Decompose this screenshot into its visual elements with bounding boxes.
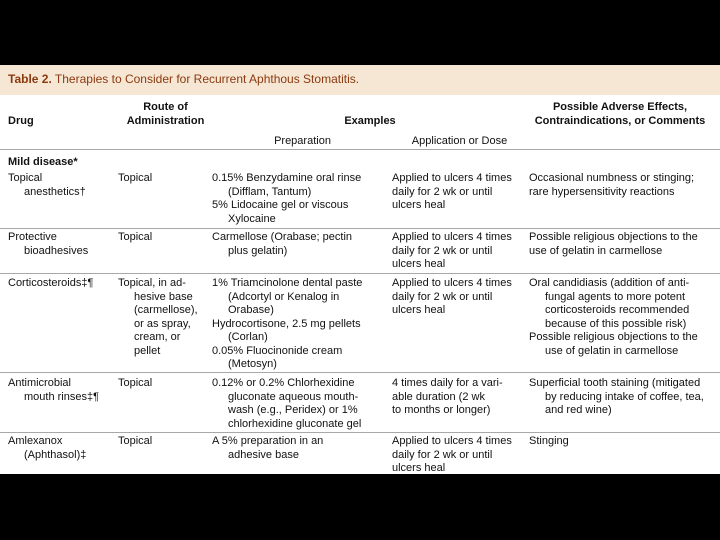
cell-line: ulcers heal xyxy=(392,258,446,270)
cell-line: (Metosyn) xyxy=(228,358,277,370)
cell-line: gluconate aqueous mouth- xyxy=(228,390,359,403)
cell-adverse xyxy=(529,231,717,258)
cell-line: (carmellose), xyxy=(134,304,198,316)
cell-line: Topical xyxy=(118,231,153,243)
cell-line: Superficial tooth staining (mitigated xyxy=(529,377,701,389)
cell-line: anesthetics† xyxy=(24,185,86,198)
cell-adverse xyxy=(529,277,717,358)
cell-line: 1% Triamcinolone dental paste xyxy=(212,277,363,289)
cell-line: rare hypersensitivity reactions xyxy=(529,185,675,198)
table-slide xyxy=(0,65,720,474)
row-rule xyxy=(0,372,720,373)
col-header-adverse-line: Possible Adverse Effects, xyxy=(552,101,688,113)
cell-line: by reducing intake of coffee, tea, xyxy=(545,390,704,403)
cell-line: daily for 2 wk or until xyxy=(392,290,493,303)
cell-line: (Adcortyl or Kenalog in xyxy=(228,290,340,303)
table-title xyxy=(8,72,359,86)
table-title-text: Therapies to Consider for Recurrent Aphthous Stomatitis. xyxy=(54,72,360,86)
cell-drug xyxy=(8,435,118,462)
col-header-route-line: Administration xyxy=(126,115,205,127)
cell-line: cream, or xyxy=(134,331,181,343)
cell-adverse xyxy=(529,435,717,449)
cell-line: use of gelatin in carmellose xyxy=(545,344,679,357)
cell-preparation xyxy=(212,377,390,431)
cell-line: daily for 2 wk or until xyxy=(392,448,493,461)
cell-line: wash (e.g., Peridex) or 1% xyxy=(228,404,358,416)
cell-line: Protective xyxy=(8,231,57,243)
cell-line: Topical xyxy=(118,435,153,447)
cell-dose xyxy=(392,231,525,272)
col-header-dose: Application or Dose xyxy=(411,135,508,147)
cell-line: Topical xyxy=(8,172,43,184)
cell-line: Topical, in ad- xyxy=(118,277,186,289)
cell-dose xyxy=(392,377,525,418)
col-header-route-line: Route of xyxy=(143,101,188,113)
cell-line: 0.12% or 0.2% Chlorhexidine xyxy=(212,377,355,389)
cell-line: (Corlan) xyxy=(228,331,268,343)
cell-drug xyxy=(8,231,118,258)
cell-route xyxy=(118,277,213,358)
cell-route xyxy=(118,377,213,391)
cell-line: daily for 2 wk or until xyxy=(392,185,493,198)
cell-line: Applied to ulcers 4 times xyxy=(392,435,512,447)
cell-line: Corticosteroids‡¶ xyxy=(8,277,94,289)
cell-line: Stinging xyxy=(529,435,569,447)
cell-line: A 5% preparation in an xyxy=(212,435,324,447)
cell-line: Hydrocortisone, 2.5 mg pellets xyxy=(212,317,361,330)
cell-line: Antimicrobial xyxy=(8,377,71,389)
cell-dose xyxy=(392,435,525,474)
col-header-adverse-line: Contraindications, or Comments xyxy=(534,115,706,127)
header-rule xyxy=(0,149,720,150)
cell-line: Xylocaine xyxy=(228,212,276,225)
cell-line: chlorhexidine gluconate gel xyxy=(228,417,362,430)
cell-dose xyxy=(392,172,525,213)
cell-line: Possible religious objections to the xyxy=(529,231,698,243)
cell-line: Applied to ulcers 4 times xyxy=(392,277,512,289)
cell-line: and red wine) xyxy=(545,404,612,416)
cell-line: fungal agents to more potent xyxy=(545,290,686,303)
row-rule xyxy=(0,432,720,433)
cell-line: Amlexanox xyxy=(8,435,63,447)
cell-line: Topical xyxy=(118,172,153,184)
cell-line: hesive base xyxy=(134,290,193,303)
cell-line: use of gelatin in carmellose xyxy=(529,244,663,257)
cell-line: Oral candidiasis (addition of anti- xyxy=(529,277,690,289)
section-heading: Mild disease* xyxy=(8,156,78,168)
cell-line: Topical xyxy=(118,377,153,389)
cell-preparation xyxy=(212,277,390,372)
cell-line: bioadhesives xyxy=(24,244,89,257)
title-band xyxy=(0,65,720,95)
cell-line: Applied to ulcers 4 times xyxy=(392,231,512,243)
cell-line: Carmellose (Orabase; pectin xyxy=(212,231,353,243)
cell-drug xyxy=(8,377,118,404)
cell-line: 4 times daily for a vari- xyxy=(392,377,503,389)
col-header-route xyxy=(118,100,213,128)
cell-line: Occasional numbness or stinging; xyxy=(529,172,695,184)
cell-line: 0.15% Benzydamine oral rinse xyxy=(212,172,362,184)
cell-line: Orabase) xyxy=(228,304,274,316)
cell-route xyxy=(118,172,213,186)
col-header-drug: Drug xyxy=(8,115,34,127)
cell-drug xyxy=(8,172,118,199)
cell-line: (Difflam, Tantum) xyxy=(228,185,312,198)
cell-preparation xyxy=(212,172,390,226)
cell-line: able duration (2 wk xyxy=(392,390,485,403)
table-label: Table 2. xyxy=(8,72,52,86)
cell-line: because of this possible risk) xyxy=(545,317,687,330)
cell-line: or as spray, xyxy=(134,317,191,330)
cell-drug xyxy=(8,277,118,291)
cell-adverse xyxy=(529,377,717,418)
col-header-preparation: Preparation xyxy=(274,135,331,147)
cell-line: ulcers heal xyxy=(392,462,446,474)
cell-line: corticosteroids recommended xyxy=(545,304,690,316)
cell-route xyxy=(118,231,213,245)
row-rule xyxy=(0,228,720,229)
cell-preparation xyxy=(212,435,390,462)
col-header-examples: Examples xyxy=(344,115,396,127)
cell-line: adhesive base xyxy=(228,448,299,461)
cell-line: 0.05% Fluocinonide cream xyxy=(212,344,343,357)
cell-line: plus gelatin) xyxy=(228,244,288,257)
cell-adverse xyxy=(529,172,717,199)
cell-preparation xyxy=(212,231,390,258)
cell-line: ulcers heal xyxy=(392,304,446,316)
col-header-adverse xyxy=(520,100,720,128)
row-rule xyxy=(0,273,720,274)
cell-line: ulcers heal xyxy=(392,199,446,211)
cell-line: 5% Lidocaine gel or viscous xyxy=(212,199,349,211)
cell-line: Possible religious objections to the xyxy=(529,331,698,343)
cell-line: Applied to ulcers 4 times xyxy=(392,172,512,184)
cell-line: (Aphthasol)‡ xyxy=(24,448,87,461)
cell-line: daily for 2 wk or until xyxy=(392,244,493,257)
cell-line: pellet xyxy=(134,344,161,357)
cell-line: mouth rinses‡¶ xyxy=(24,390,99,403)
cell-line: to months or longer) xyxy=(392,404,491,416)
cell-dose xyxy=(392,277,525,318)
cell-route xyxy=(118,435,213,449)
